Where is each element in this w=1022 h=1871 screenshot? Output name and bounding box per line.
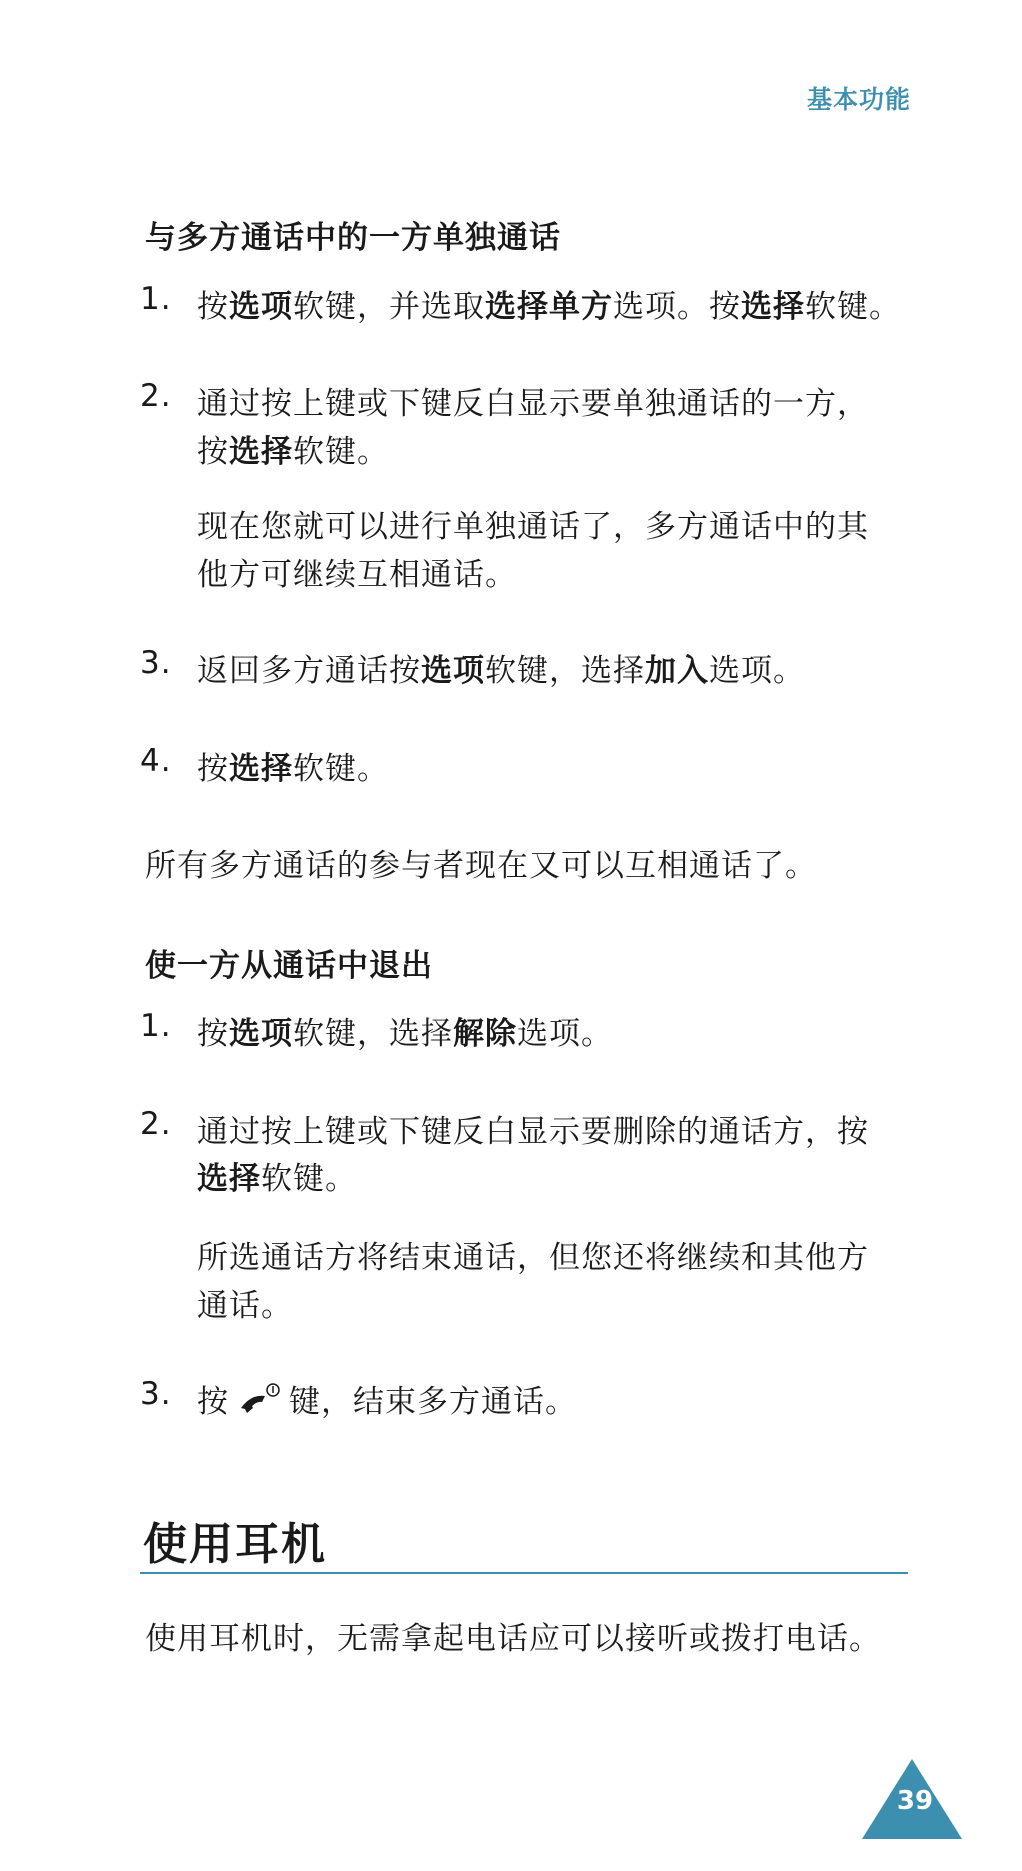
step-number: 1. [140, 281, 172, 317]
step-text: 按选项软键，选择解除选项。 [197, 1016, 613, 1052]
chapter-header: 基本功能 [806, 85, 911, 114]
step-note: 所选通话方将结束通话，但您还将继续和其他方 [197, 1240, 869, 1276]
step-number: 3. [140, 645, 172, 681]
step-note: 现在您就可以进行单独通话了，多方通话中的其 [197, 509, 869, 545]
step-text: 通过按上键或下键反白显示要删除的通话方，按 [197, 1114, 869, 1150]
step-text: 按选项软键，并选取选择单方选项。按选择软键。 [197, 289, 901, 325]
section-heading-private-call: 与多方通话中的一方单独通话 [145, 220, 561, 256]
step-number: 2. [140, 1106, 172, 1142]
step-note: 通话。 [197, 1288, 293, 1324]
section-body: 使用耳机时，无需拿起电话应可以接听或拨打电话。 [145, 1621, 881, 1657]
step-text: 按选择软键。 [197, 751, 389, 787]
page-number: 39 [896, 1786, 934, 1816]
step-text: 按选择软键。 [197, 434, 389, 470]
summary-text: 所有多方通话的参与者现在又可以互相通话了。 [145, 848, 817, 884]
step-text: 通过按上键或下键反白显示要单独通话的一方， [197, 386, 869, 422]
section-divider [140, 1572, 908, 1574]
step-note: 他方可继续互相通话。 [197, 557, 517, 593]
section-title-headset: 使用耳机 [143, 1519, 327, 1570]
step-text: 选择软键。 [197, 1161, 357, 1197]
step-number: 3. [140, 1376, 172, 1412]
end-call-icon [235, 1382, 283, 1416]
step-number: 4. [140, 743, 172, 779]
step-text: 按 键，结束多方通话。 [197, 1384, 577, 1420]
section-heading-drop-party: 使一方从通话中退出 [145, 948, 433, 984]
step-number: 1. [140, 1008, 172, 1044]
step-text: 返回多方通话按选项软键，选择加入选项。 [197, 653, 805, 689]
step-number: 2. [140, 378, 172, 414]
